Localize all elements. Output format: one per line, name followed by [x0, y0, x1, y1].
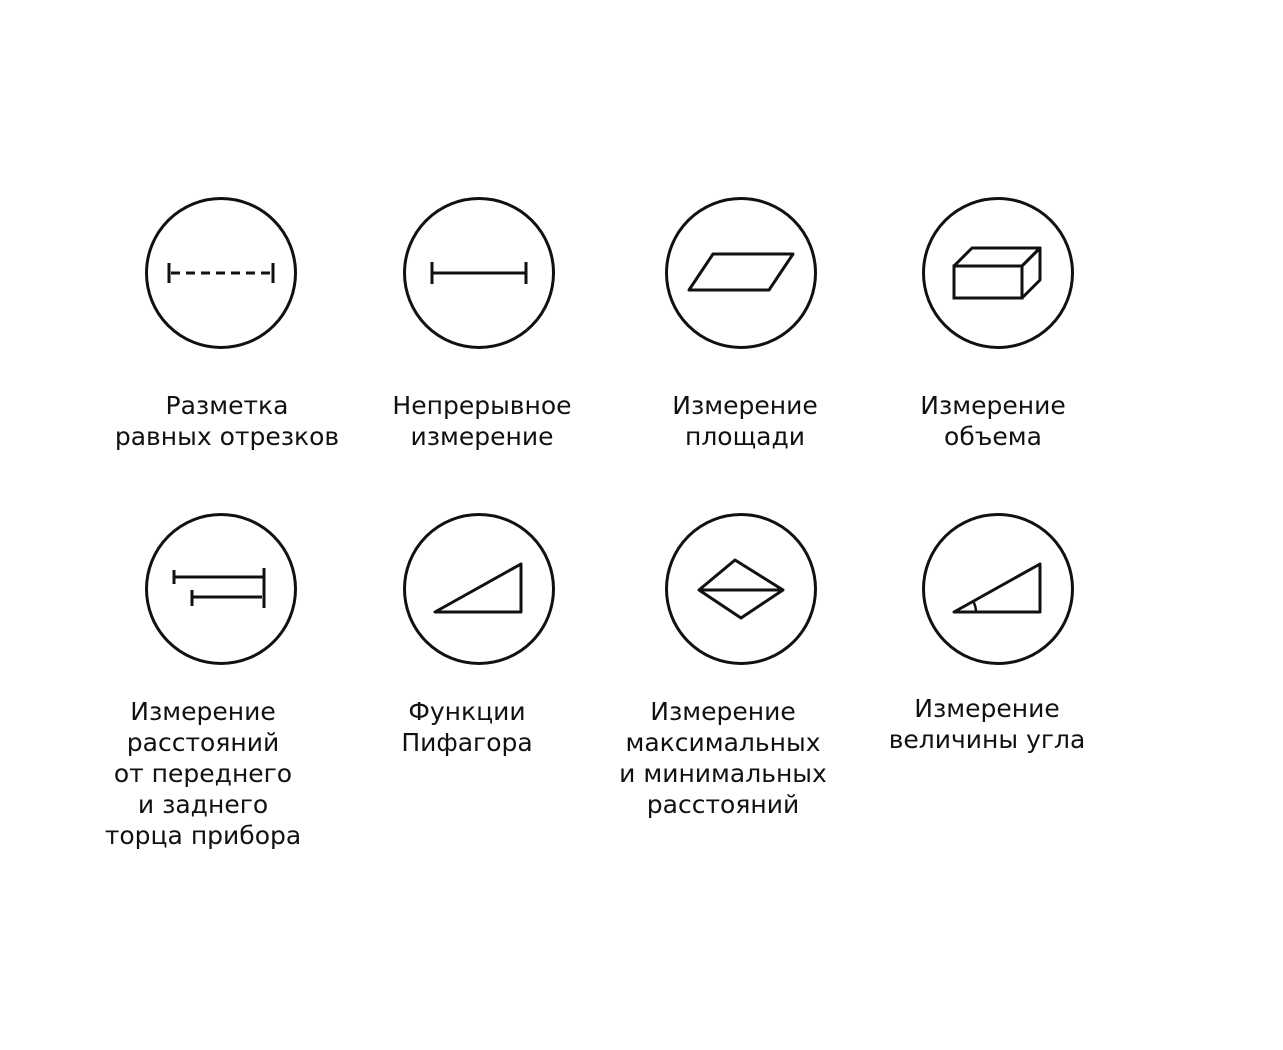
label-line: измерение — [410, 422, 554, 451]
feature-label — [337, 696, 597, 758]
label-line: Измерение — [920, 391, 1066, 420]
label-line: от переднего — [113, 759, 293, 788]
label-line: максимальных — [625, 728, 821, 757]
equal-segments-circle — [145, 197, 297, 349]
label-line: Измерение — [672, 391, 818, 420]
equal-segments-icon — [161, 253, 281, 293]
volume-circle — [922, 197, 1074, 349]
feature-label — [863, 390, 1123, 452]
label-line: расстояний — [126, 728, 280, 757]
front-rear-distance-icon — [166, 564, 276, 614]
feature-label — [857, 693, 1117, 755]
min-max-icon — [691, 554, 791, 624]
feature-label — [97, 390, 357, 452]
label-line: расстояний — [646, 790, 800, 819]
feature-label — [593, 696, 853, 820]
label-line: площади — [684, 422, 806, 451]
area-icon — [681, 248, 801, 298]
label-line: равных отрезков — [114, 422, 340, 451]
feature-label — [73, 696, 333, 851]
min-max-circle — [665, 513, 817, 665]
front-rear-distance-circle — [145, 513, 297, 665]
angle-icon — [948, 558, 1048, 620]
label-line: Измерение — [130, 697, 276, 726]
label-line: Измерение — [914, 694, 1060, 723]
label-line: объема — [944, 422, 1042, 451]
label-line: Функции — [408, 697, 526, 726]
feature-label — [615, 390, 875, 452]
label-line: Непрерывное — [392, 391, 572, 420]
label-line: и заднего — [137, 790, 269, 819]
label-line: Пифагора — [401, 728, 533, 757]
pythagoras-icon — [429, 558, 529, 620]
label-line: Разметка — [165, 391, 289, 420]
continuous-measure-circle — [403, 197, 555, 349]
angle-circle — [922, 513, 1074, 665]
volume-icon — [948, 240, 1048, 306]
label-line: величины угла — [888, 725, 1086, 754]
label-line: Измерение — [650, 697, 796, 726]
label-line: и минимальных — [619, 759, 827, 788]
area-circle — [665, 197, 817, 349]
continuous-measure-icon — [424, 253, 534, 293]
feature-label — [352, 390, 612, 452]
pythagoras-circle — [403, 513, 555, 665]
label-line: торца прибора — [104, 821, 302, 850]
